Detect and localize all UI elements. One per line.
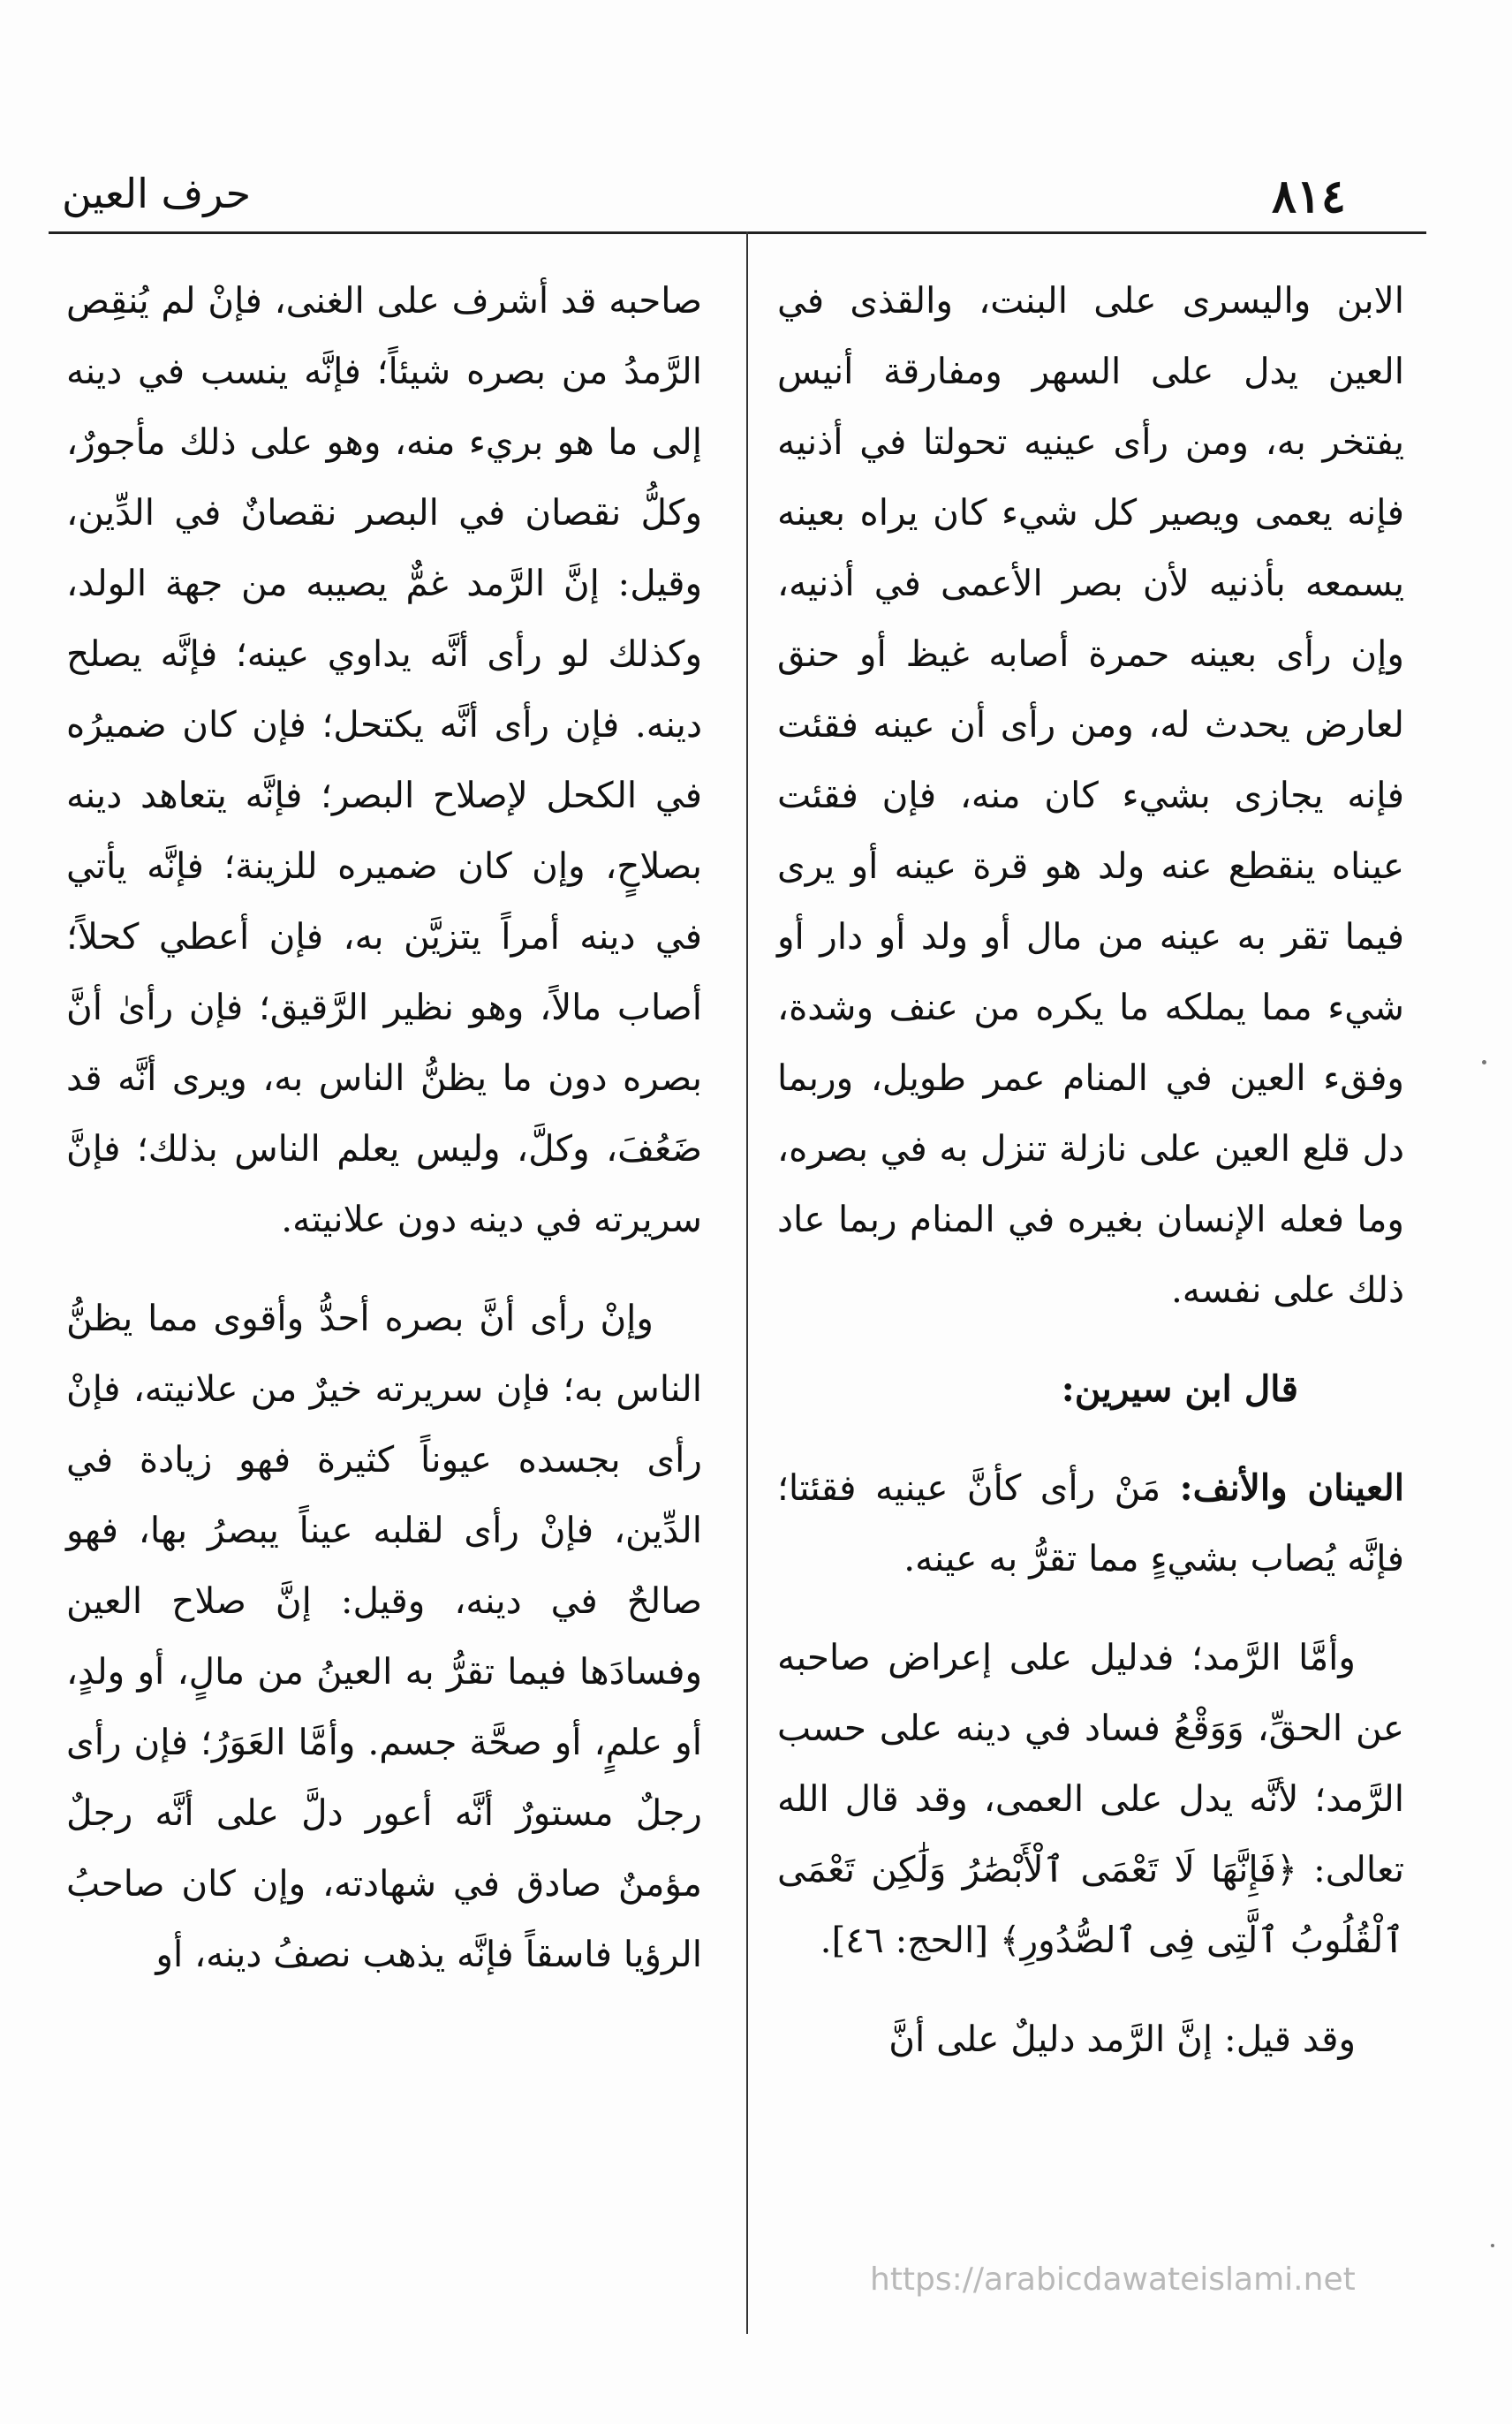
left-paragraph-1: صاحبه قد أشرف على الغنى، فإنْ لم يُنقِص الرَّمدُ من بصره شيئاً؛ فإنَّه ينسب في دينه إلى ما هو بريء منه، وهو على ذلك مأجورٌ، وكلُّ نقصان في البصر نقصانٌ في الدِّين، وقيل: إنَّ الرَّمد غمٌّ يصيبه من جهة الولد، وكذلك لو رأى أنَّه يداوي عينه؛ فإنَّه يصلح دينه. فإن رأى أنَّه يكتحل؛ فإن كان ضميرُه في الكحل لإصلاح البصر؛ فإنَّه يتعاهد دينه بصلاحٍ، وإن كان ضميره للزينة؛ فإنَّه يأتي في دينه أمراً يتزيَّن به، فإن أعطي كحلاً؛ أصاب مالاً، وهو نظير الرَّقيق؛ فإن رأىٰ أنَّ بصره دون ما يظنُّ الناس به، ويرى أنَّه قد ضَعُفَ، وكلَّ، وليس يعلم الناس بذلك؛ فإنَّ سريرته في دينه دون علانيته.: [66, 279, 702, 1240]
left-column: [66, 265, 702, 1989]
right-paragraph-3: [777, 1622, 1404, 1975]
right-paragraph-1: الابن واليسرى على البنت، والقذى في العين يدل على السهر ومفارقة أنيس يفتخر به، ومن رأى عينيه تحولتا في أذنيه فإنه يعمى ويصير كل شيء كان يراه بعينه يسمعه بأذنيه لأن بصر الأعمى في أذنيه، وإن رأى بعينه حمرة أصابه غيظ أو حنق لعارض يحدث له، ومن رأى أن عينه فقئت فإنه يجازى بشيء كان منه، فإن فقئت عيناه ينقطع عنه ولد هو قرة عينه أو يرى فيما تقر به عينه من مال أو ولد أو دار أو شيء مما يملكه ما يكره من عنف وشدة، وفقء العين في المنام عمر طويل، وربما دل قلع العين على نازلة تنزل به في بصره، وما فعله الإنسان بغيره في المنام ربما عاد ذلك على نفسه.: [777, 279, 1404, 1311]
column-divider: [746, 231, 748, 2334]
quran-quote: ﴿فَإِنَّهَا لَا تَعْمَى ٱلْأَبْصَٰرُ وَلَٰكِن تَعْمَى ٱلْقُلُوبُ ٱلَّتِى فِى ٱلصُّدُورِ﴾: [777, 1848, 1404, 1961]
quran-reference: [الحج: ٤٦].: [820, 1919, 1000, 1961]
entry-term: العينان والأنف:: [1179, 1466, 1404, 1509]
page-number: ٨١٤: [1272, 170, 1346, 223]
right-paragraph-2: [777, 1452, 1404, 1594]
entry-text: مَنْ رأى كأنَّ عينيه فقئتا؛ فإنَّه يُصاب بشيءٍ مما تقرُّ به عينه.: [777, 1466, 1404, 1579]
right-column: [777, 265, 1404, 2074]
right-paragraph-4: وقد قيل: إنَّ الرَّمد دليلٌ على أنَّ: [888, 2018, 1356, 2060]
header-rule: [49, 231, 1426, 234]
left-paragraph-2: وإنْ رأى أنَّ بصره أحدُّ وأقوى مما يظنُّ الناس به؛ فإن سريرته خيرٌ من علانيته، فإنْ رأى بجسده عيوناً كثيرة فهو زيادة في الدِّين، فإنْ رأى لقلبه عيناً يبصرُ بها، فهو صالحٌ في دينه، وقيل: إنَّ صلاح العين وفسادَها فيما تقرُّ به العينُ من مالٍ، أو ولدٍ، أو علمٍ، أو صحَّة جسم. وأمَّا العَوَرُ؛ فإن رأى رجلٌ مستورٌ أنَّه أعور دلَّ على أنَّه رجلٌ مؤمنٌ صادق في شهادته، وإن كان صاحبُ الرؤيا فاسقاً فإنَّه يذهب نصفُ دينه، أو: [66, 1297, 702, 1975]
section-subheading: قال ابن سيرين:: [1061, 1367, 1298, 1410]
watermark-url: https://arabicdawateislami.net: [870, 2261, 1356, 2298]
scan-speck: [1491, 2244, 1494, 2247]
scan-speck: [1482, 1060, 1486, 1064]
paragraph-text: وأمَّا الرَّمد؛ فدليل على إعراض صاحبه عن الحقِّ، وَوَقْعُ فساد في دينه على حسب الرَّمد؛ لأنَّه يدل على العمى، وقد قال الله تعالى:: [777, 1636, 1404, 1890]
running-head: حرف العين: [62, 170, 252, 217]
